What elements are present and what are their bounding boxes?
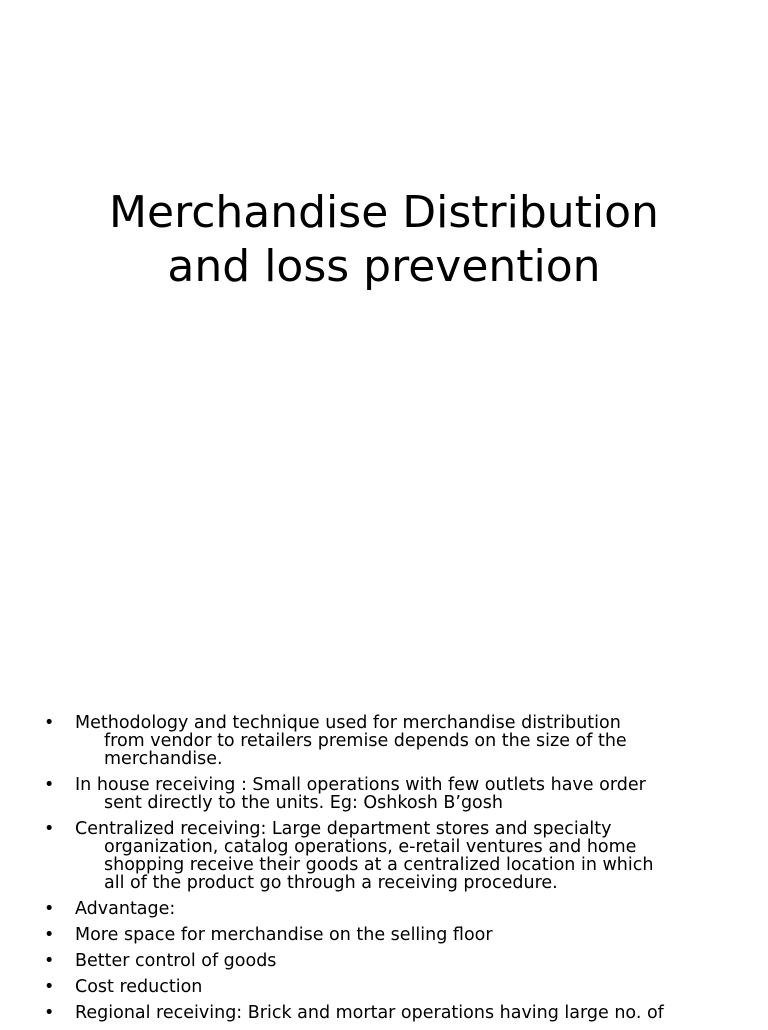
bullet-text-line: shopping receive their goods at a centralized location in which	[104, 855, 654, 875]
bullet-dot-icon: •	[44, 951, 55, 971]
bullet-text-line: Better control of goods	[75, 951, 277, 971]
bullet-text-line: In house receiving : Small operations with few outlets have order	[75, 775, 646, 795]
bullet-item	[0, 714, 768, 768]
bullet-dot-icon: •	[44, 925, 55, 945]
slide-title-line-2: and loss prevention	[167, 241, 601, 292]
bullet-text-line: Regional receiving: Brick and mortar operations having large no. of	[75, 1003, 664, 1023]
bullet-text-line: More space for merchandise on the selling floor	[75, 925, 493, 945]
bullet-text-line: sent directly to the units. Eg: Oshkosh B’gosh	[104, 793, 503, 813]
bullet-text-line: merchandise.	[104, 749, 223, 769]
bullet-text-line: Advantage:	[75, 899, 176, 919]
bullet-item	[0, 952, 768, 970]
bullet-dot-icon: •	[44, 775, 55, 795]
bullet-item	[0, 820, 768, 892]
bullet-text-line: from vendor to retailers premise depends on the size of the	[104, 731, 627, 751]
bullet-text-line: Cost reduction	[75, 977, 203, 997]
bullet-dot-icon: •	[44, 819, 55, 839]
bullet-item	[0, 978, 768, 996]
bullet-item	[0, 776, 768, 812]
bullet-dot-icon: •	[44, 899, 55, 919]
bullet-item	[0, 900, 768, 918]
bullet-list	[0, 714, 768, 1030]
bullet-text-line: Methodology and technique used for merchandise distribution	[75, 713, 621, 733]
bullet-text-line: all of the product go through a receiving procedure.	[104, 873, 558, 893]
bullet-text-line: organization, catalog operations, e-retail ventures and home	[104, 837, 637, 857]
bullet-dot-icon: •	[44, 977, 55, 997]
slide-title-line-1: Merchandise Distribution	[109, 187, 659, 238]
bullet-dot-icon: •	[44, 1003, 55, 1023]
bullet-item	[0, 926, 768, 944]
bullet-item	[0, 1004, 768, 1022]
bullet-dot-icon: •	[44, 713, 55, 733]
slide-title	[0, 186, 768, 294]
bullet-text-line: Centralized receiving: Large department stores and specialty	[75, 819, 612, 839]
